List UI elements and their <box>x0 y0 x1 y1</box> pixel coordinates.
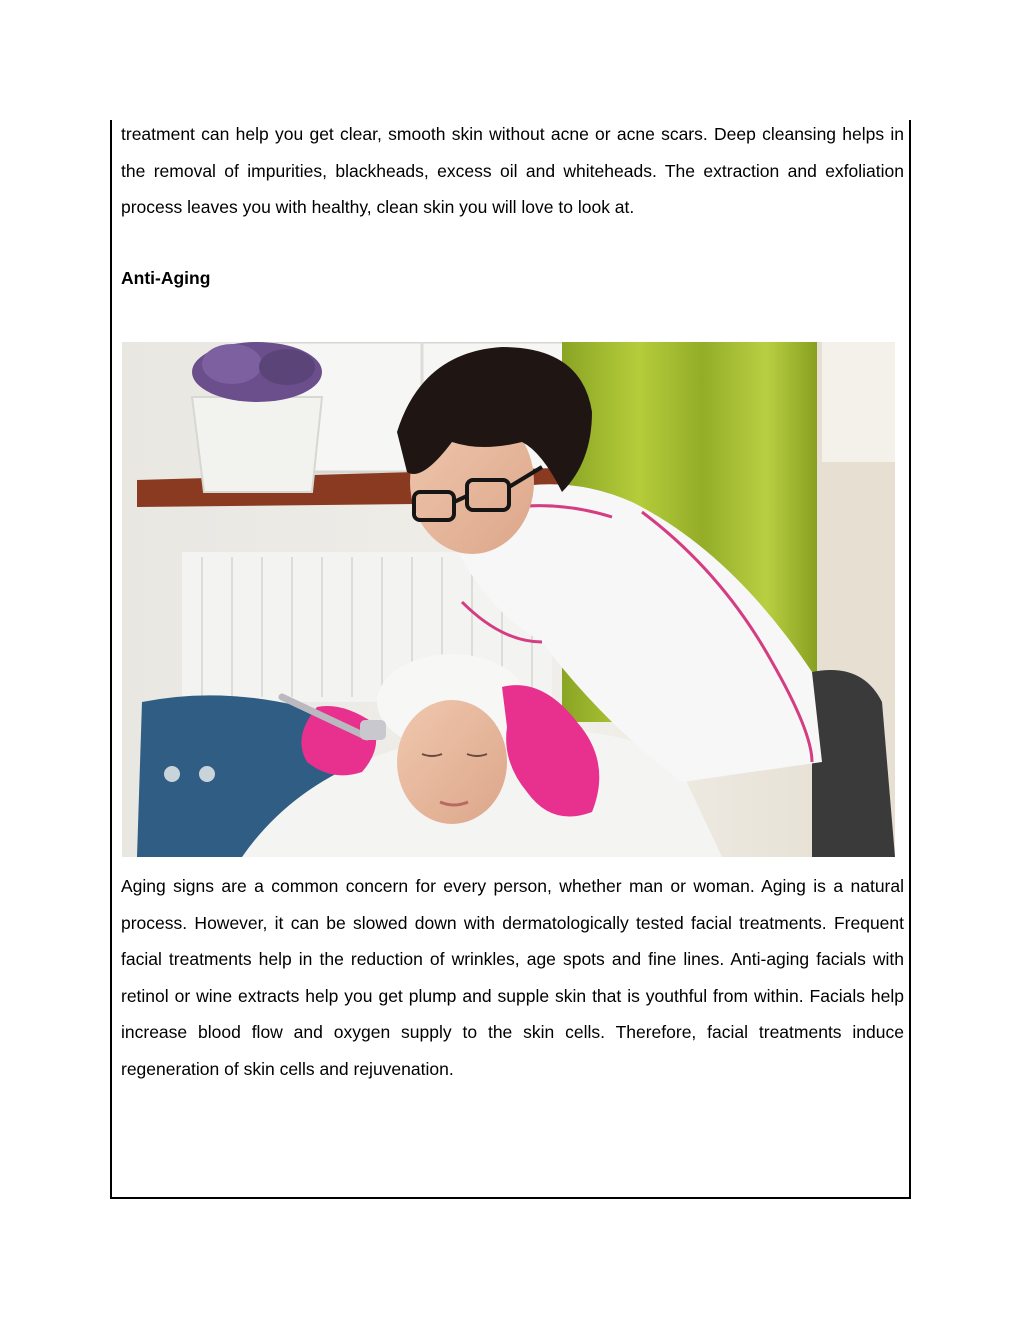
flower-basket <box>192 397 322 492</box>
section-heading-anti-aging: Anti-Aging <box>121 268 211 288</box>
facial-treatment-photo <box>122 342 895 857</box>
content-frame <box>110 120 911 1199</box>
body-paragraph: Aging signs are a common concern for every person, whether man or woman. Aging is a natural process. However, it can be slowed down with dermatologically tested facial treatments. Frequent facial treatments help in the reduction of wrinkles, age spots and fine lines. Anti-aging facials with retinol or wine extracts help you get plump and supple skin that is youthful from within. Facials help increase blood flow and oxygen supply to the skin cells. Therefore, facial treatments induce regeneration of skin cells and rejuvenation. <box>121 876 904 1079</box>
intro-paragraph: treatment can help you get clear, smooth skin without acne or acne scars. Deep cleansing helps in the removal of impurities, blackheads, excess oil and whiteheads. The extraction and exfoliation process leaves you with healthy, clean skin you will love to look at. <box>121 124 904 217</box>
